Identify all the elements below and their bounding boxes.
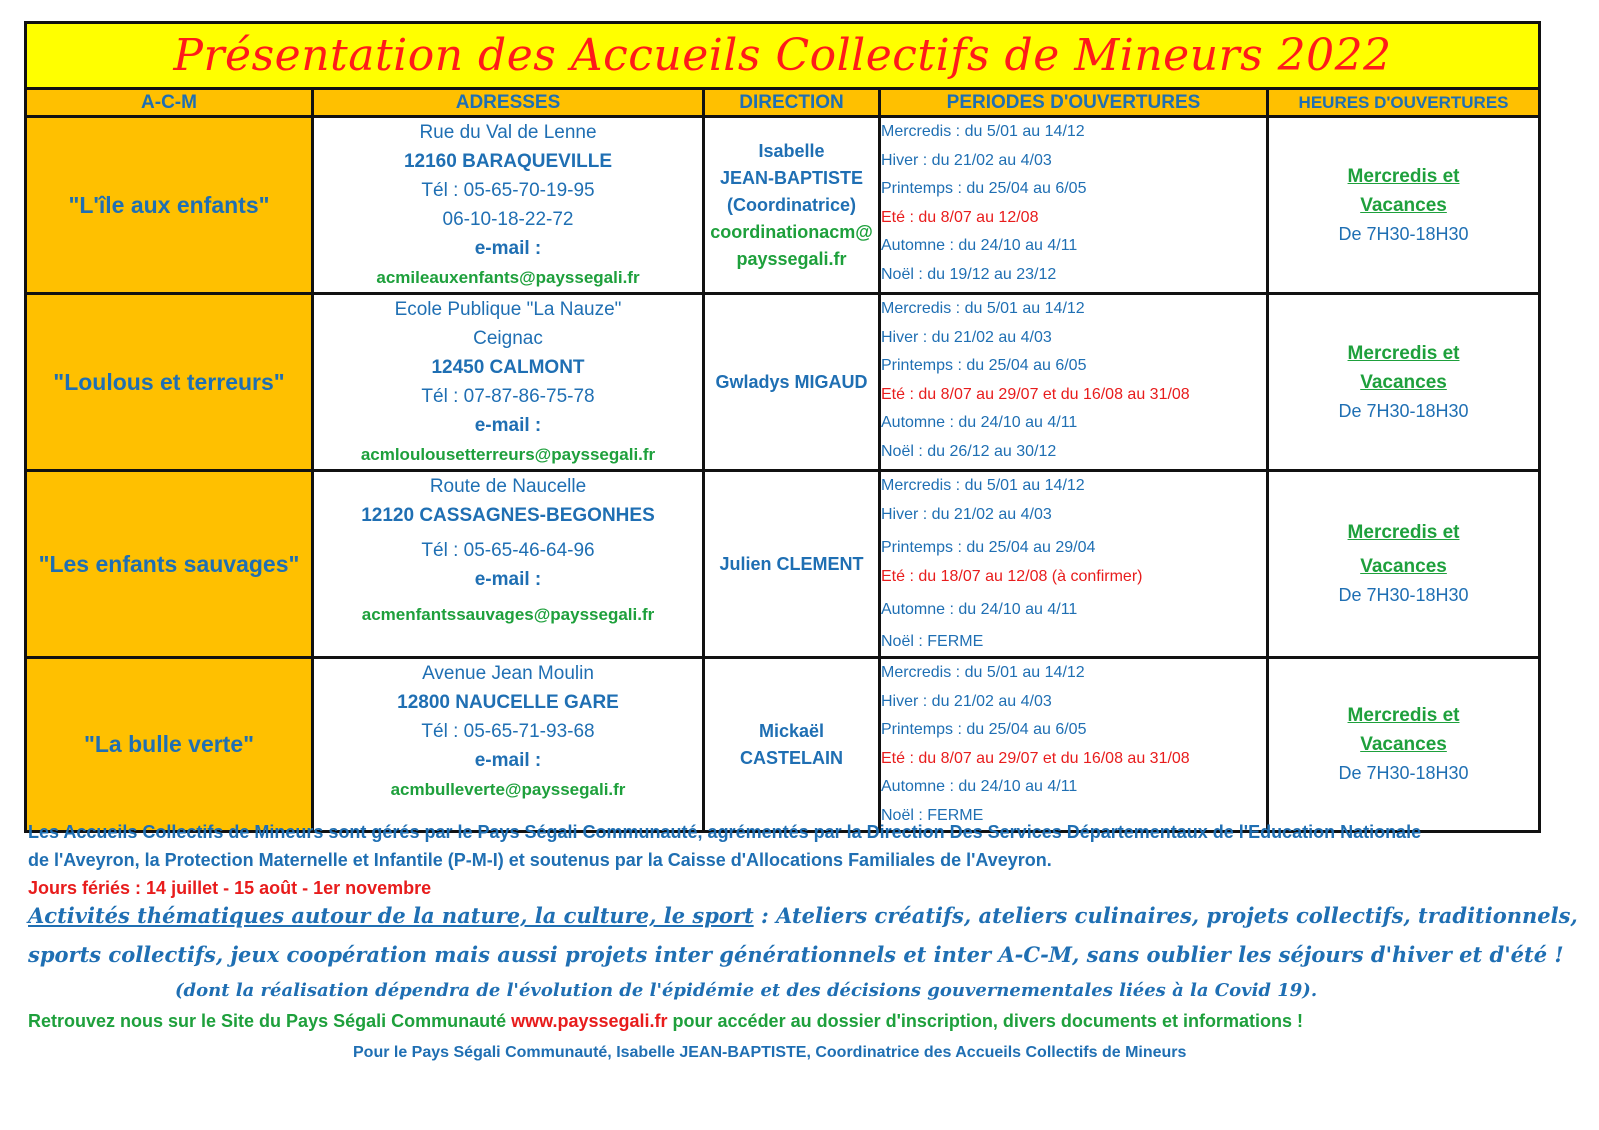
period-ete: Eté : du 8/07 au 12/08 [881, 208, 1039, 226]
director-name: Julien CLEMENT [719, 553, 864, 574]
footer-signature: Pour le Pays Ségali Communauté, Isabelle JEAN-BAPTISTE, Coordinatrice des Accueils Collectifs de Mineurs [353, 1044, 1187, 1061]
table-row [26, 117, 1540, 294]
address-locality: Ceignac [473, 328, 543, 349]
period-noel: Noël : du 26/12 au 30/12 [881, 442, 1057, 460]
acm-table [24, 21, 1541, 833]
acm-sheet [24, 21, 1538, 833]
hours-time: De 7H30-18H30 [1338, 400, 1469, 421]
acm-name: "La bulle verte" [26, 658, 313, 832]
address-street: Rue du Val de Lenne [419, 122, 597, 143]
address-phone: Tél : 05-65-71-93-68 [421, 721, 595, 742]
address-phone-2: 06-10-18-22-72 [442, 209, 574, 230]
hours-cell [1268, 658, 1540, 832]
address-city: 12450 CALMONT [431, 357, 585, 378]
footer-activities-line-2: sports collectifs, jeux coopération mais aussi projets inter générationnels et inter A-C-M, sans oublier les séjours d'hiver et d'été ! [28, 942, 1564, 967]
period-noel: Noël : du 19/12 au 23/12 [881, 265, 1057, 283]
address-email-label: e-mail : [474, 569, 542, 590]
period-mercredis: Mercredis : du 5/01 au 14/12 [881, 300, 1085, 317]
hours-cell [1268, 117, 1540, 294]
hours-time: De 7H30-18H30 [1338, 223, 1469, 244]
footer-holidays: Jours fériés : 14 juillet - 15 août - 1er novembre [28, 878, 432, 898]
direction-cell [704, 294, 880, 471]
director-name: Gwladys MIGAUD [715, 371, 868, 392]
direction-cell [704, 471, 880, 658]
period-printemps: Printemps : du 25/04 au 6/05 [881, 721, 1087, 738]
header-acm: A-C-M [26, 89, 313, 117]
address-city: 12160 BARAQUEVILLE [403, 151, 612, 172]
period-ete: Eté : du 18/07 au 12/08 (à confirmer) [881, 567, 1143, 585]
title-banner [26, 23, 1540, 89]
hours-days-1: Mercredis et [1347, 165, 1460, 187]
direction-cell [704, 117, 880, 294]
direction-cell [704, 658, 880, 832]
director-last-name: CASTELAIN [740, 747, 843, 768]
director-role: (Coordinatrice) [726, 194, 856, 215]
periods-cell [880, 658, 1268, 832]
address-email-label: e-mail : [474, 750, 542, 771]
period-automne: Automne : du 24/10 au 4/11 [881, 237, 1078, 254]
period-automne: Automne : du 24/10 au 4/11 [881, 601, 1078, 618]
period-hiver: Hiver : du 21/02 au 4/03 [881, 151, 1052, 169]
address-email[interactable]: acmileauxenfants@payssegali.fr [376, 268, 640, 287]
period-hiver: Hiver : du 21/02 au 4/03 [881, 505, 1052, 523]
address-email[interactable]: acmbulleverte@payssegali.fr [390, 780, 626, 799]
website-outro: pour accéder au dossier d'inscription, divers documents et informations ! [667, 1011, 1303, 1031]
director-email-2[interactable]: payssegali.fr [736, 248, 847, 269]
address-phone: Tél : 05-65-46-64-96 [421, 540, 595, 561]
period-mercredis: Mercredis : du 5/01 au 14/12 [881, 123, 1085, 140]
hours-days-2: Vacances [1360, 734, 1447, 755]
hours-days-2: Vacances [1360, 194, 1447, 216]
address-email-label: e-mail : [474, 238, 542, 259]
hours-time: De 7H30-18H30 [1338, 585, 1469, 605]
acm-name: "L'île aux enfants" [26, 117, 313, 294]
director-first-name: Isabelle [758, 140, 825, 161]
address-cell [313, 294, 704, 471]
address-street: Route de Naucelle [429, 476, 587, 497]
header-periodes: PERIODES D'OUVERTURES [880, 89, 1268, 117]
website-intro: Retrouvez nous sur le Site du Pays Ségali Communauté [28, 1011, 512, 1031]
period-automne: Automne : du 24/10 au 4/11 [881, 414, 1078, 431]
periods-cell [880, 294, 1268, 471]
director-email-1[interactable]: coordinationacm@ [710, 221, 873, 242]
address-email-label: e-mail : [474, 415, 542, 436]
period-ete: Eté : du 8/07 au 29/07 et du 16/08 au 31/08 [881, 385, 1190, 403]
hours-time: De 7H30-18H30 [1338, 763, 1469, 783]
address-street: Avenue Jean Moulin [422, 663, 594, 684]
header-adresses: ADRESSES [313, 89, 704, 117]
footer-management-line-2: de l'Aveyron, la Protection Maternelle et Infantile (P-M-I) et soutenus par la Caisse d'Allocations Familiales de l'Aveyron. [28, 850, 1052, 870]
table-row [26, 658, 1540, 832]
director-last-name: JEAN-BAPTISTE [719, 167, 863, 188]
acm-name: "Loulous et terreurs" [26, 294, 313, 471]
page-title: Présentation des Accueils Collectifs de Mineurs 2022 [173, 30, 1392, 81]
period-ete: Eté : du 8/07 au 29/07 et du 16/08 au 31/08 [881, 749, 1190, 767]
hours-days-2: Vacances [1360, 371, 1447, 393]
footer-website-line [28, 1011, 1303, 1032]
website-link[interactable]: www.payssegali.fr [511, 1011, 668, 1031]
period-printemps: Printemps : du 25/04 au 29/04 [881, 539, 1096, 556]
table-row [26, 471, 1540, 658]
address-cell [313, 117, 704, 294]
header-row [26, 89, 1540, 117]
activities-list: : Ateliers créatifs, ateliers culinaires, projets collectifs, traditionnels, [753, 903, 1578, 928]
header-heures: HEURES D'OUVERTURES [1268, 89, 1540, 117]
footer-activities-line-1 [28, 903, 1578, 928]
period-automne: Automne : du 24/10 au 4/11 [881, 778, 1078, 795]
activities-title: Activités thématiques autour de la nature, la culture, le sport [28, 903, 754, 928]
address-phone: Tél : 05-65-70-19-95 [421, 180, 595, 201]
periods-cell [880, 471, 1268, 658]
table-row [26, 294, 1540, 471]
address-cell [313, 471, 704, 658]
address-city: 12800 NAUCELLE GARE [397, 692, 619, 713]
address-street: Ecole Publique "La Nauze" [394, 299, 622, 320]
hours-cell [1268, 471, 1540, 658]
address-phone: Tél : 07-87-86-75-78 [421, 386, 595, 407]
period-noel: Noël : FERME [881, 806, 984, 824]
period-mercredis: Mercredis : du 5/01 au 14/12 [881, 664, 1085, 681]
period-noel: Noël : FERME [881, 632, 984, 650]
footer-covid-note: (dont la réalisation dépendra de l'évolution de l'épidémie et des décisions gouvernementales liées à la Covid 19). [175, 980, 1318, 1001]
hours-cell [1268, 294, 1540, 471]
hours-days-1: Mercredis et [1347, 705, 1460, 726]
period-printemps: Printemps : du 25/04 au 6/05 [881, 357, 1087, 374]
address-cell [313, 658, 704, 832]
address-city: 12120 CASSAGNES-BEGONHES [361, 505, 655, 526]
period-hiver: Hiver : du 21/02 au 4/03 [881, 328, 1052, 346]
director-first-name: Mickaël [758, 720, 825, 741]
address-email[interactable]: acmloulousetterreurs@payssegali.fr [360, 445, 656, 464]
period-hiver: Hiver : du 21/02 au 4/03 [881, 692, 1052, 710]
period-mercredis: Mercredis : du 5/01 au 14/12 [881, 477, 1085, 494]
footer-management-line-1: Les Accueils Collectifs de Mineurs sont gérés par le Pays Ségali Communauté, agrémentés par la Direction Des Services Départementaux de l'Education Nationale [28, 822, 1422, 842]
periods-cell [880, 117, 1268, 294]
hours-days-1: Mercredis et [1347, 522, 1460, 543]
header-direction: DIRECTION [704, 89, 880, 117]
address-email[interactable]: acmenfantssauvages@payssegali.fr [361, 605, 655, 624]
acm-name: "Les enfants sauvages" [26, 471, 313, 658]
hours-days-2: Vacances [1360, 556, 1447, 577]
period-printemps: Printemps : du 25/04 au 6/05 [881, 180, 1087, 197]
hours-days-1: Mercredis et [1347, 342, 1460, 364]
